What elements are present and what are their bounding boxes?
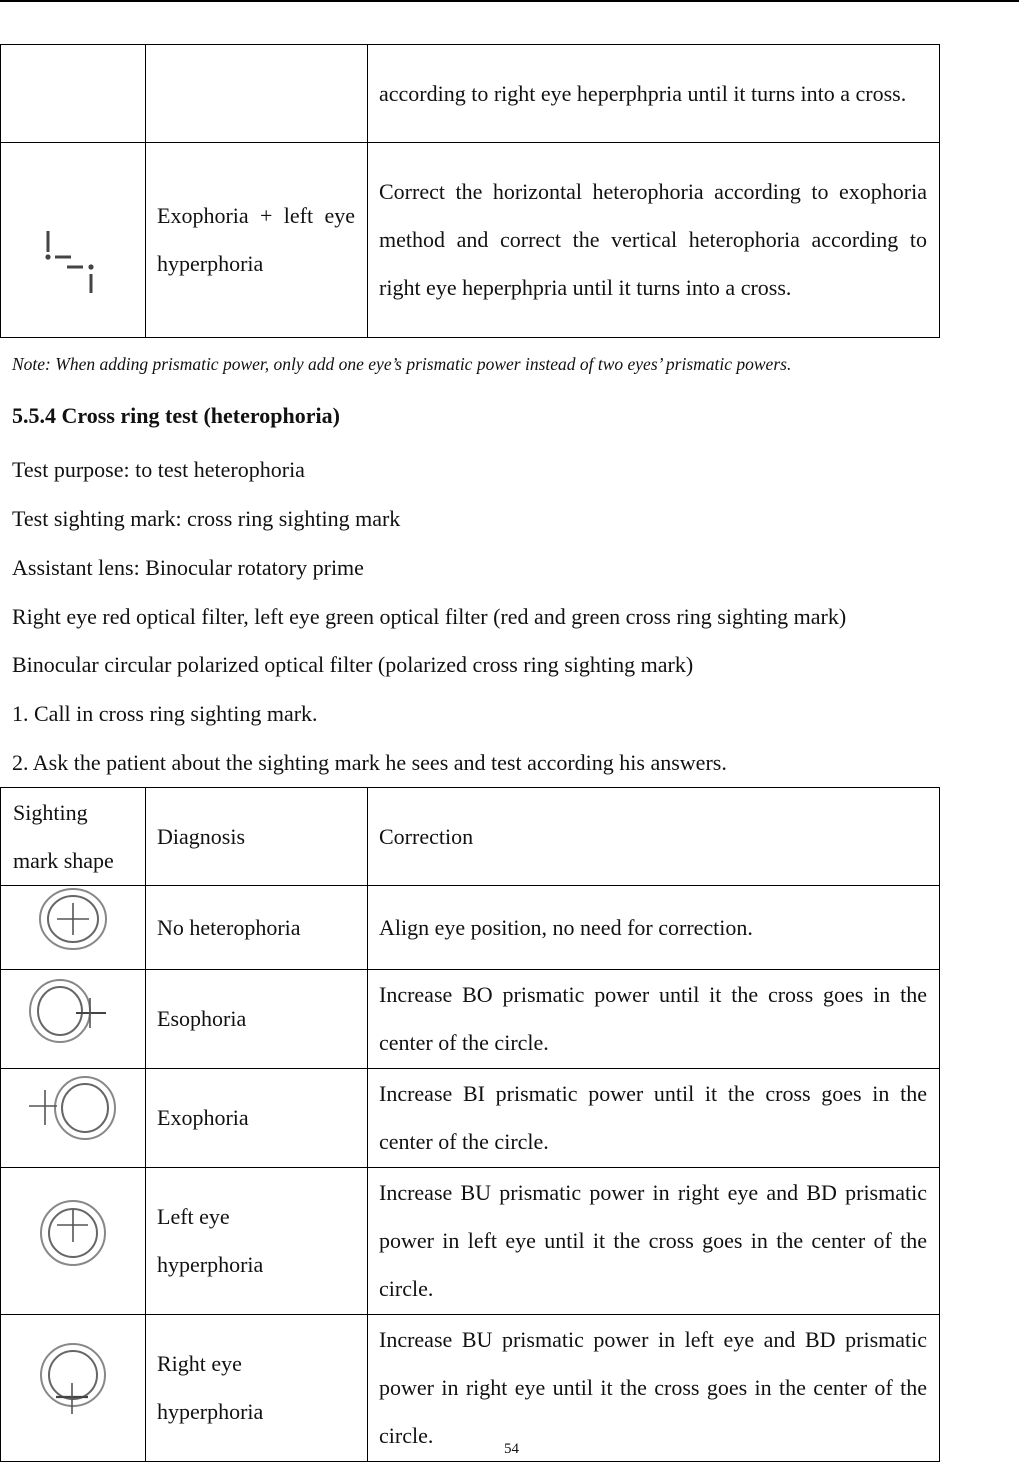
cross-bottom-of-ring-icon: [38, 1343, 108, 1417]
section-heading: 5.5.4 Cross ring test (heterophoria): [12, 403, 340, 428]
paragraph-assistant-lens: Assistant lens: Binocular rotatory prime: [12, 555, 364, 580]
sighting-mark-cell: [1, 1315, 146, 1462]
step-1: 1. Call in cross ring sighting mark.: [12, 701, 318, 726]
cross-ring-table: [0, 787, 940, 1462]
correction-cell: Increase BI prismatic power until it the cross goes in the center of the circle.: [368, 1069, 940, 1168]
cross-upper-in-ring-icon: [38, 1198, 108, 1268]
correction-cell: Correct the horizontal heterophoria according to exophoria method and correct the vertical heterophoria according to right eye heperphpria until it turns into a cross.: [368, 143, 940, 338]
table-header-row: [1, 788, 940, 886]
header-correction: Correction: [368, 788, 940, 886]
heterophoria-table-continued: [0, 44, 940, 338]
page-number: 54: [504, 1441, 519, 1457]
step-2: 2. Ask the patient about the sighting mark he sees and test according his answers.: [12, 750, 727, 775]
paragraph-red-green-filter: Right eye red optical filter, left eye green optical filter (red and green cross ring sighting mark): [12, 604, 847, 629]
diagnosis-cell: Exophoria: [146, 1069, 368, 1168]
header-sighting-mark-shape: Sighting mark shape: [1, 788, 146, 886]
paragraph-polarized-filter: Binocular circular polarized optical filter (polarized cross ring sighting mark): [12, 652, 694, 677]
table-row: [1, 45, 940, 143]
sighting-mark-cell: [1, 1168, 146, 1315]
correction-cell: Increase BU prismatic power in left eye and BD prismatic power in right eye until it the cross goes in the center of the circle.: [368, 1315, 940, 1462]
table-row: [1, 1315, 940, 1462]
correction-cell: Increase BU prismatic power in right eye and BD prismatic power in left eye until it the cross goes in the center of the circle.: [368, 1168, 940, 1315]
table-row: [1, 1069, 940, 1168]
correction-cell: Align eye position, no need for correction.: [368, 886, 940, 970]
paragraph-test-purpose: Test purpose: to test heterophoria: [12, 457, 305, 482]
cross-centered-ring-icon: [37, 886, 109, 952]
cross-left-of-ring-icon: [25, 1075, 121, 1145]
diagnosis-cell: Exophoria + left eye hyperphoria: [146, 143, 368, 338]
note-text: Note: When adding prismatic power, only add one eye’s prismatic power instead of two eyes’ prismatic powers.: [12, 354, 792, 374]
table-row: [1, 970, 940, 1069]
correction-cell: according to right eye heperphpria until it turns into a cross.: [368, 45, 940, 143]
page-header-rule: [0, 0, 1019, 2]
sighting-mark-cell: [1, 886, 146, 970]
sighting-mark-cell: [1, 970, 146, 1069]
cross-right-of-ring-icon: [28, 976, 118, 1046]
diagnosis-cell: Right eye hyperphoria: [146, 1315, 368, 1462]
diagnosis-cell: Left eye hyperphoria: [146, 1168, 368, 1315]
sighting-mark-cell: [1, 143, 146, 338]
diagnosis-cell: [146, 45, 368, 143]
paragraph-sighting-mark: Test sighting mark: cross ring sighting mark: [12, 506, 401, 531]
table-row: [1, 886, 940, 970]
diagnosis-cell: Esophoria: [146, 970, 368, 1069]
header-diagnosis: Diagnosis: [146, 788, 368, 886]
diagnosis-cell: No heterophoria: [146, 886, 368, 970]
table-row: [1, 1168, 940, 1315]
sighting-mark-cell: [1, 45, 146, 143]
table-row: [1, 143, 940, 338]
exophoria-left-hyperphoria-mark-icon: [43, 227, 103, 297]
sighting-mark-cell: [1, 1069, 146, 1168]
correction-cell: Increase BO prismatic power until it the cross goes in the center of the circle.: [368, 970, 940, 1069]
